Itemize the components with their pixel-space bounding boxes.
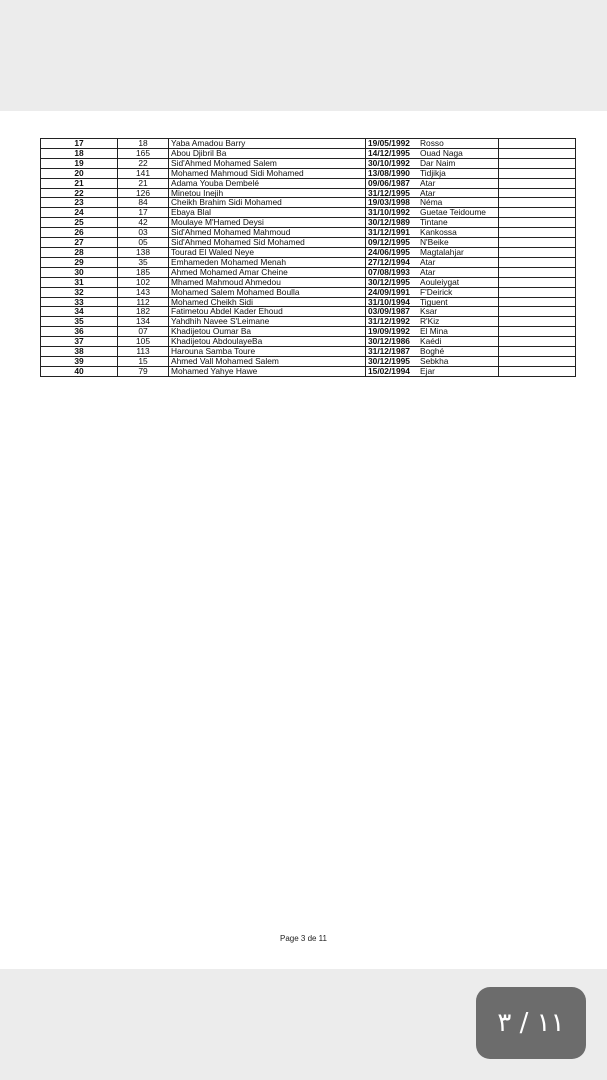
birth-place: Rosso (418, 139, 499, 149)
birth-date: 30/10/1992 (366, 158, 419, 168)
candidate-name: Mohamed Mahmoud Sidi Mohamed (169, 168, 366, 178)
page-number-footer: Page 3 de 11 (279, 934, 327, 943)
row-number: 31 (41, 277, 118, 287)
empty-cell (499, 158, 576, 168)
table-row (41, 139, 576, 149)
table-row (41, 218, 576, 228)
empty-cell (499, 228, 576, 238)
table-row (41, 337, 576, 347)
candidate-code: 21 (118, 178, 169, 188)
birth-date: 31/10/1992 (366, 208, 419, 218)
empty-cell (499, 267, 576, 277)
birth-date: 30/12/1986 (366, 337, 419, 347)
row-number: 26 (41, 228, 118, 238)
table-row (41, 317, 576, 327)
candidate-name: Mhamed Mahmoud Ahmedou (169, 277, 366, 287)
birth-place: Atar (418, 257, 499, 267)
birth-date: 09/12/1995 (366, 238, 419, 248)
row-number: 30 (41, 267, 118, 277)
birth-place: Atar (418, 267, 499, 277)
candidate-code: 07 (118, 327, 169, 337)
candidates-table (40, 138, 576, 377)
birth-date: 27/12/1994 (366, 257, 419, 267)
birth-place: Tintane (418, 218, 499, 228)
candidate-code: 42 (118, 218, 169, 228)
candidate-code: 126 (118, 188, 169, 198)
birth-place: Magtalahjar (418, 247, 499, 257)
empty-cell (499, 198, 576, 208)
row-number: 28 (41, 247, 118, 257)
candidate-code: 165 (118, 148, 169, 158)
candidate-name: Mohamed Yahye Hawe (169, 366, 366, 376)
candidate-code: 182 (118, 307, 169, 317)
empty-cell (499, 168, 576, 178)
table-row (41, 178, 576, 188)
candidate-code: 143 (118, 287, 169, 297)
candidate-name: Fatimetou Abdel Kader Ehoud (169, 307, 366, 317)
birth-date: 31/12/1995 (366, 188, 419, 198)
row-number: 34 (41, 307, 118, 317)
candidate-name: Yaba Amadou Barry (169, 139, 366, 149)
candidate-code: 185 (118, 267, 169, 277)
birth-date: 13/08/1990 (366, 168, 419, 178)
candidate-name: Cheikh Brahim Sidi Mohamed (169, 198, 366, 208)
row-number: 37 (41, 337, 118, 347)
candidate-name: Harouna Samba Toure (169, 347, 366, 357)
candidate-name: Minetou Inejih (169, 188, 366, 198)
birth-place: Ouad Naga (418, 148, 499, 158)
candidate-code: 79 (118, 366, 169, 376)
empty-cell (499, 148, 576, 158)
table-row (41, 267, 576, 277)
birth-date: 24/06/1995 (366, 247, 419, 257)
row-number: 33 (41, 297, 118, 307)
candidate-name: Ahmed Mohamed Amar Cheine (169, 267, 366, 277)
table-row (41, 257, 576, 267)
birth-place: N'Beike (418, 238, 499, 248)
empty-cell (499, 188, 576, 198)
viewer-top-bar (0, 0, 607, 111)
candidate-name: Khadijetou AbdoulayeBa (169, 337, 366, 347)
candidate-name: Abou Djibril Ba (169, 148, 366, 158)
table-row (41, 297, 576, 307)
birth-date: 19/05/1992 (366, 139, 419, 149)
empty-cell (499, 356, 576, 366)
row-number: 18 (41, 148, 118, 158)
birth-place: Kankossa (418, 228, 499, 238)
empty-cell (499, 178, 576, 188)
table-row (41, 366, 576, 376)
candidate-name: Yahdhih Navee S'Leimane (169, 317, 366, 327)
birth-date: 09/06/1987 (366, 178, 419, 188)
birth-place: Tidjikja (418, 168, 499, 178)
birth-date: 30/12/1995 (366, 277, 419, 287)
birth-date: 19/09/1992 (366, 327, 419, 337)
empty-cell (499, 287, 576, 297)
candidate-code: 22 (118, 158, 169, 168)
birth-date: 15/02/1994 (366, 366, 419, 376)
row-number: 36 (41, 327, 118, 337)
candidate-code: 102 (118, 277, 169, 287)
birth-place: Kaédi (418, 337, 499, 347)
row-number: 23 (41, 198, 118, 208)
candidate-code: 134 (118, 317, 169, 327)
candidate-code: 141 (118, 168, 169, 178)
birth-date: 19/03/1998 (366, 198, 419, 208)
candidate-code: 113 (118, 347, 169, 357)
table-body (41, 139, 576, 377)
candidate-name: Ahmed Vall Mohamed Salem (169, 356, 366, 366)
birth-date: 31/12/1992 (366, 317, 419, 327)
candidate-name: Mohamed Cheikh Sidi (169, 297, 366, 307)
candidate-name: Mohamed Salem Mohamed Boulla (169, 287, 366, 297)
candidate-code: 138 (118, 247, 169, 257)
empty-cell (499, 297, 576, 307)
birth-place: Ejar (418, 366, 499, 376)
table-row (41, 277, 576, 287)
birth-date: 30/12/1995 (366, 356, 419, 366)
candidate-name: Ebaya Blal (169, 208, 366, 218)
candidate-code: 84 (118, 198, 169, 208)
empty-cell (499, 208, 576, 218)
candidate-name: Adama Youba Dembelé (169, 178, 366, 188)
table-row (41, 198, 576, 208)
birth-date: 03/09/1987 (366, 307, 419, 317)
table-row (41, 148, 576, 158)
candidate-name: Sid'Ahmed Mohamed Sid Mohamed (169, 238, 366, 248)
table-row (41, 347, 576, 357)
candidate-code: 112 (118, 297, 169, 307)
table-row (41, 208, 576, 218)
row-number: 35 (41, 317, 118, 327)
table-row (41, 188, 576, 198)
table-row (41, 307, 576, 317)
birth-place: Aouleiygat (418, 277, 499, 287)
birth-place: R'Kiz (418, 317, 499, 327)
empty-cell (499, 307, 576, 317)
birth-date: 30/12/1989 (366, 218, 419, 228)
birth-date: 31/10/1994 (366, 297, 419, 307)
birth-date: 14/12/1995 (366, 148, 419, 158)
row-number: 39 (41, 356, 118, 366)
table-row (41, 228, 576, 238)
birth-place: El Mina (418, 327, 499, 337)
candidate-code: 05 (118, 238, 169, 248)
candidate-name: Sid'Ahmed Mohamed Mahmoud (169, 228, 366, 238)
birth-date: 24/09/1991 (366, 287, 419, 297)
table-row (41, 168, 576, 178)
candidate-name: Moulaye M'Hamed Deysi (169, 218, 366, 228)
birth-place: Boghé (418, 347, 499, 357)
table-row (41, 327, 576, 337)
empty-cell (499, 277, 576, 287)
candidate-code: 18 (118, 139, 169, 149)
candidate-code: 35 (118, 257, 169, 267)
birth-place: Ksar (418, 307, 499, 317)
birth-place: Sebkha (418, 356, 499, 366)
empty-cell (499, 218, 576, 228)
row-number: 22 (41, 188, 118, 198)
empty-cell (499, 139, 576, 149)
empty-cell (499, 337, 576, 347)
candidate-name: Khadijetou Oumar Ba (169, 327, 366, 337)
candidate-name: Sid'Ahmed Mohamed Salem (169, 158, 366, 168)
candidate-name: Emhameden Mohamed Menah (169, 257, 366, 267)
empty-cell (499, 327, 576, 337)
row-number: 27 (41, 238, 118, 248)
table-row (41, 158, 576, 168)
table-row (41, 238, 576, 248)
empty-cell (499, 317, 576, 327)
page-counter-badge[interactable]: ١١ / ٣ (476, 987, 586, 1059)
birth-place: Néma (418, 198, 499, 208)
birth-place: Atar (418, 178, 499, 188)
birth-place: F'Deirick (418, 287, 499, 297)
row-number: 40 (41, 366, 118, 376)
table-row (41, 287, 576, 297)
row-number: 38 (41, 347, 118, 357)
birth-place: Atar (418, 188, 499, 198)
empty-cell (499, 238, 576, 248)
birth-date: 07/08/1993 (366, 267, 419, 277)
birth-place: Dar Naim (418, 158, 499, 168)
candidate-code: 15 (118, 356, 169, 366)
row-number: 32 (41, 287, 118, 297)
row-number: 25 (41, 218, 118, 228)
row-number: 21 (41, 178, 118, 188)
birth-date: 31/12/1991 (366, 228, 419, 238)
row-number: 17 (41, 139, 118, 149)
candidate-code: 03 (118, 228, 169, 238)
birth-date: 31/12/1987 (366, 347, 419, 357)
table-row (41, 247, 576, 257)
empty-cell (499, 257, 576, 267)
row-number: 19 (41, 158, 118, 168)
empty-cell (499, 247, 576, 257)
table-row (41, 356, 576, 366)
candidate-code: 105 (118, 337, 169, 347)
candidate-name: Tourad El Waled Neye (169, 247, 366, 257)
row-number: 20 (41, 168, 118, 178)
birth-place: Guetae Teidoume (418, 208, 499, 218)
candidate-code: 17 (118, 208, 169, 218)
empty-cell (499, 366, 576, 376)
row-number: 24 (41, 208, 118, 218)
row-number: 29 (41, 257, 118, 267)
empty-cell (499, 347, 576, 357)
birth-place: Tiguent (418, 297, 499, 307)
